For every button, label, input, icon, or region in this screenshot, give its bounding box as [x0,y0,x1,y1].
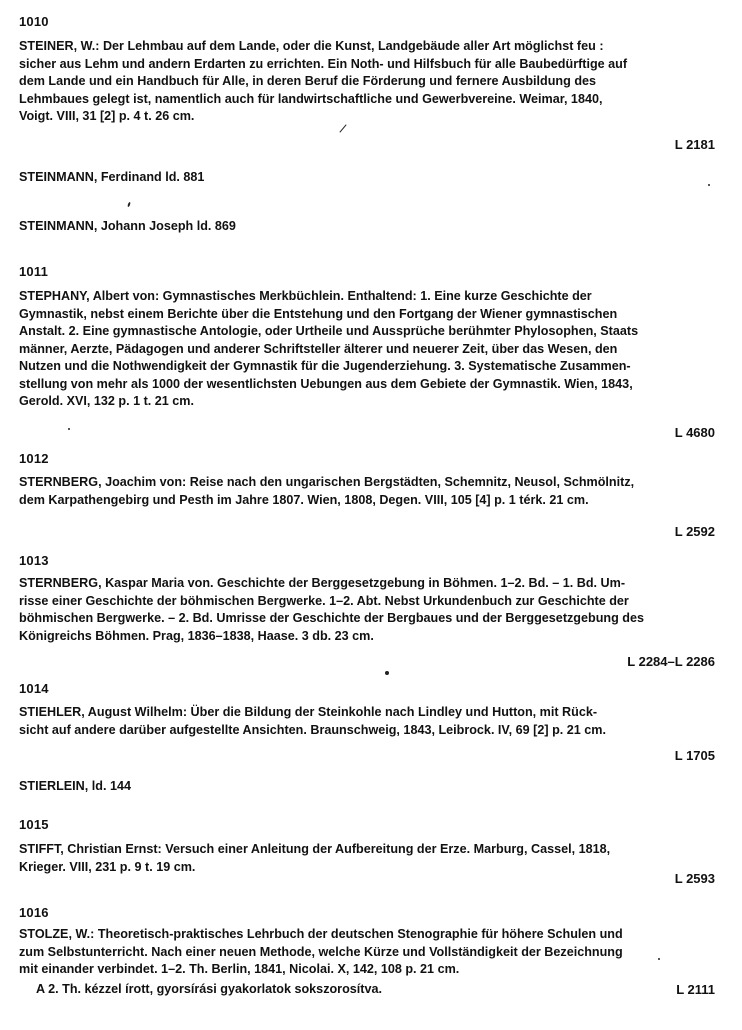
entry-line: dem Lande und ein Handbuch für Alle, in deren Beruf die Förderung und fernere Ausbildung des [19,74,597,88]
entry-line: STERNBERG, Kaspar Maria von. Geschichte der Berggesetzgebung in Böhmen. 1–2. Bd. – 1. Bd. Um- [19,576,626,590]
catalog-entry [19,288,713,411]
shelf-signature: L 2593 [674,871,715,886]
entry-line: männer, Aerzte, Pädagogen und anderer Schriftsteller älterer und neuerer Zeit, über das Wesen, den [19,341,618,356]
scan-speck [658,958,660,960]
shelf-signature: L 2111 [676,982,715,997]
scan-speck [127,202,131,207]
entry-number: 1011 [19,264,49,279]
cross-reference: STEINMANN, Ferdinand ld. 881 [19,170,205,184]
cross-reference: STEINMANN, Johann Joseph ld. 869 [19,219,236,233]
entry-number: 1015 [19,817,49,832]
entry-line: Lehmbaues gelegt ist, namentlich auch für landwirtschaftliche und Gewerbvereine. Weimar, 1840, [19,91,603,106]
cross-reference: STIERLEIN, ld. 144 [19,779,131,793]
scan-speck [708,184,710,186]
entry-line: Voigt. VIII, 31 [2] p. 4 t. 26 cm. [19,109,195,123]
catalog-entry [19,704,713,739]
entry-number: 1014 [19,681,49,696]
entry-line: risse einer Geschichte der böhmischen Bergwerke. 1–2. Abt. Nebst Urkundenbuch zur Geschichte der [19,593,629,608]
entry-line: STIEHLER, August Wilhelm: Über die Bildung der Steinkohle nach Lindley und Hutton, mit Rück- [19,705,598,719]
shelf-signature: L 4680 [674,425,715,440]
catalog-entry [19,474,713,509]
catalog-entry [19,926,713,979]
entry-line: STEPHANY, Albert von: Gymnastisches Merkbüchlein. Enthaltend: 1. Eine kurze Geschichte der [19,289,592,303]
entry-number: 1012 [19,451,49,466]
entry-line: sicher aus Lehm und andern Erdarten zu errichten. Ein Noth- und Hilfsbuch für alle Baubedürftige auf [19,56,628,71]
entry-number: 1010 [19,14,49,29]
catalog-entry [19,38,713,126]
entry-line: mit einander verbindet. 1–2. Th. Berlin, 1841, Nicolai. X, 142, 108 p. 21 cm. [19,962,460,976]
shelf-signature: L 2181 [674,137,715,152]
shelf-signature: L 2592 [674,524,715,539]
shelf-signature: L 2284–L 2286 [627,654,715,669]
entry-line: Königreichs Böhmen. Prag, 1836–1838, Haase. 3 db. 23 cm. [19,628,374,643]
entry-line: Gerold. XVI, 132 p. 1 t. 21 cm. [19,394,194,408]
scan-speck [385,671,389,675]
entry-line: Nutzen und die Nothwendigkeit der Gymnastik für die Jugenderziehung. 3. Systematische Zusammen- [19,359,631,373]
entry-number: 1016 [19,905,49,920]
scan-speck [68,428,70,430]
entry-line: STERNBERG, Joachim von: Reise nach den ungarischen Bergstädten, Schemnitz, Neusol, Schmölnitz, [19,475,635,489]
entry-line: dem Karpathengebirg und Pesth im Jahre 1807. Wien, 1808, Degen. VIII, 105 [4] p. 1 térk. 21 cm. [19,492,589,507]
shelf-signature: L 1705 [674,748,715,763]
entry-line: zum Selbstunterricht. Nach einer neuen Methode, welche Kürze und Vollständigkeit der Bezeichnung [19,944,623,959]
entry-line: Anstalt. 2. Eine gymnastische Antologie, oder Urtheile und Aussprüche berühmter Phylosophen, Staats [19,324,639,338]
entry-note: A 2. Th. kézzel írott, gyorsírási gyakorlatok sokszorosítva. [36,982,382,996]
entry-line: STOLZE, W.: Theoretisch-praktisches Lehrbuch der deutschen Stenographie für höhere Schulen und [19,927,623,941]
scan-speck [339,124,346,132]
entry-line: Gymnastik, nebst einem Berichte über die Entstehung und den Fortgang der Wiener gymnastischen [19,306,618,321]
entry-line: Krieger. VIII, 231 p. 9 t. 19 cm. [19,859,196,874]
catalog-entry [19,841,713,876]
entry-line: sicht auf andere darüber aufgestellte Ansichten. Braunschweig, 1843, Leibrock. IV, 69 [2] p. 21 cm. [19,722,606,737]
entry-line: STEINER, W.: Der Lehmbau auf dem Lande, oder die Kunst, Landgebäude aller Art möglichst feu : [19,39,604,53]
entry-line: STIFFT, Christian Ernst: Versuch einer Anleitung der Aufbereitung der Erze. Marburg, Cassel, 1818, [19,842,611,856]
catalog-entry [19,575,713,645]
entry-line: stellung von mehr als 1000 der wesentlichsten Uebungen aus dem Gebiete der Gymnastik. Wien, 1843, [19,376,633,391]
entry-line: böhmischen Bergwerke. – 2. Bd. Umrisse der Geschichte der Bergbaues und der Berggesetzgebung des [19,611,644,625]
entry-number: 1013 [19,553,49,568]
